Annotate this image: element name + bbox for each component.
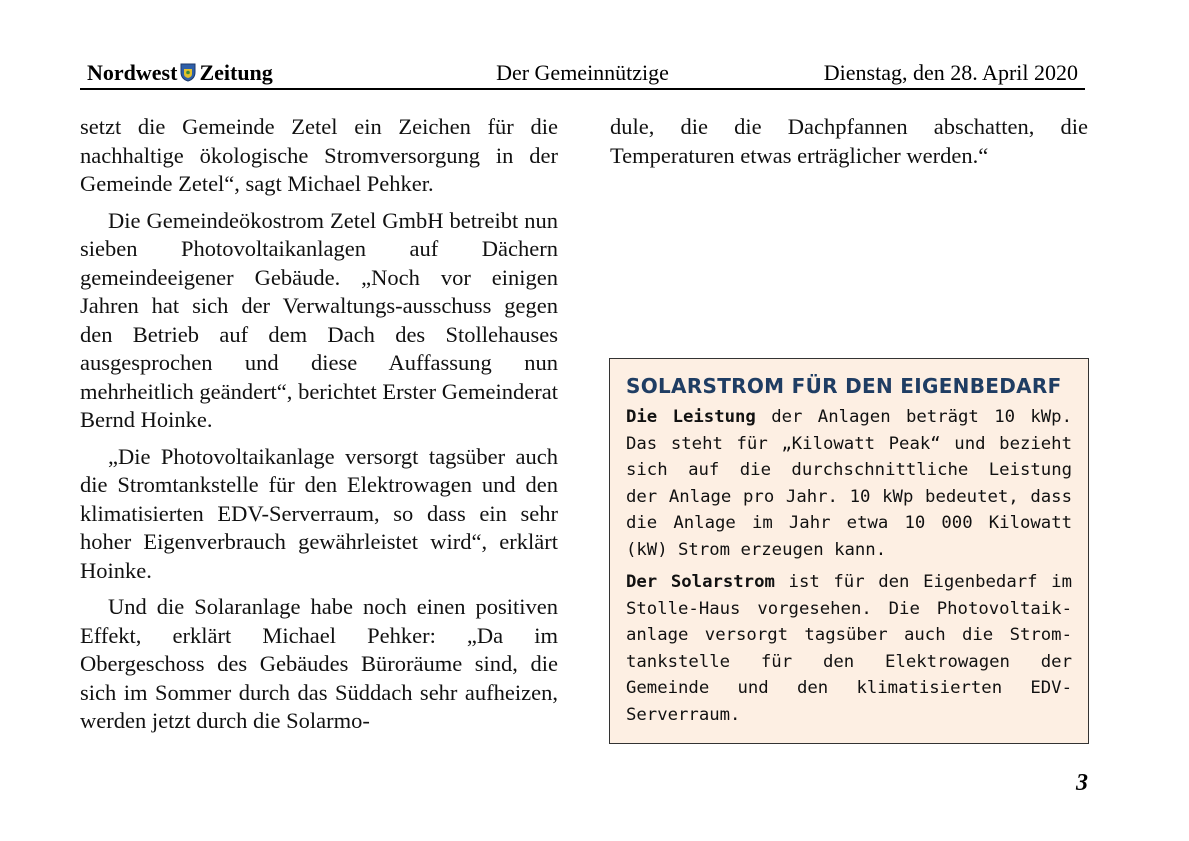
article-left-column: [80, 113, 558, 744]
info-box-lead: Die Leistung: [626, 407, 756, 427]
info-box-paragraph: [626, 404, 1072, 563]
masthead-left: Nordwest: [87, 60, 178, 85]
masthead-right: Zeitung: [199, 60, 273, 85]
info-box-text: ist für den Eigenbedarf im Stolle-Haus vorgesehen. Die Photovoltaikanlage versorgt tagsüber auch die Stromtankstelle für den Elektrowagen der Gemeinde und den klimatisierten EDV-Serverraum.: [626, 572, 1072, 725]
article-right-column: [610, 113, 1088, 178]
page-number: 3: [1076, 770, 1088, 796]
page-header: [80, 58, 1085, 90]
article-paragraph: Und die Solaranlage habe noch einen positiven Effekt, erklärt Michael Pehker: „Da im Obergeschoss des Gebäudes Büroräume sind, die sich im Sommer durch das Süddach sehr aufheizen, werden jetzt durch die Solarmo-: [80, 594, 558, 733]
section-title: Der Gemeinnützige: [496, 60, 669, 85]
article-paragraph: setzt die Gemeinde Zetel ein Zeichen für die nachhaltige ökologische Stromversorgung in der Gemeinde Zetel“, sagt Michael Pehker.: [80, 114, 558, 196]
article-paragraph: dule, die die Dachpfannen abschatten, die Temperaturen etwas erträglicher werden.“: [610, 114, 1088, 168]
issue-date: Dienstag, den 28. April 2020: [823, 60, 1078, 85]
article-paragraph: Die Gemeindeökostrom Zetel GmbH betreibt nun sieben Photovoltaikanlagen auf Dächern gemeindeeigener Gebäude. „Noch vor einigen Jahren hat sich der Verwaltungs-ausschuss gegen den Betrieb auf dem Dach des Stollehauses ausgesprochen und diese Auffassung nun mehrheitlich geändert“, berichtet Erster Gemeinderat Bernd Hoinke.: [80, 207, 558, 432]
info-box-text: der Anlagen beträgt 10 kWp. Das steht für „Kilowatt Peak“ und bezieht sich auf die durchschnittliche Leistung der Anlage pro Jahr. 10 kWp bedeutet, dass die Anlage im Jahr etwa 10 000 Kilowatt (kW) Strom erzeugen kann.: [626, 407, 1072, 560]
article-paragraph: „Die Photovoltaikanlage versorgt tagsüber auch die Stromtankstelle für den Elektrowagen und den klimatisierten EDV-Serverraum, so dass ein sehr hoher Eigenverbrauch gewährleistet wird“, erklärt Hoinke.: [80, 443, 558, 583]
info-box: [609, 358, 1089, 744]
info-box-lead: Der Solarstrom: [626, 572, 775, 592]
info-box-paragraph: [626, 569, 1072, 728]
info-box-title: SOLARSTROM FÜR DEN EIGENBEDARF: [626, 374, 1062, 398]
